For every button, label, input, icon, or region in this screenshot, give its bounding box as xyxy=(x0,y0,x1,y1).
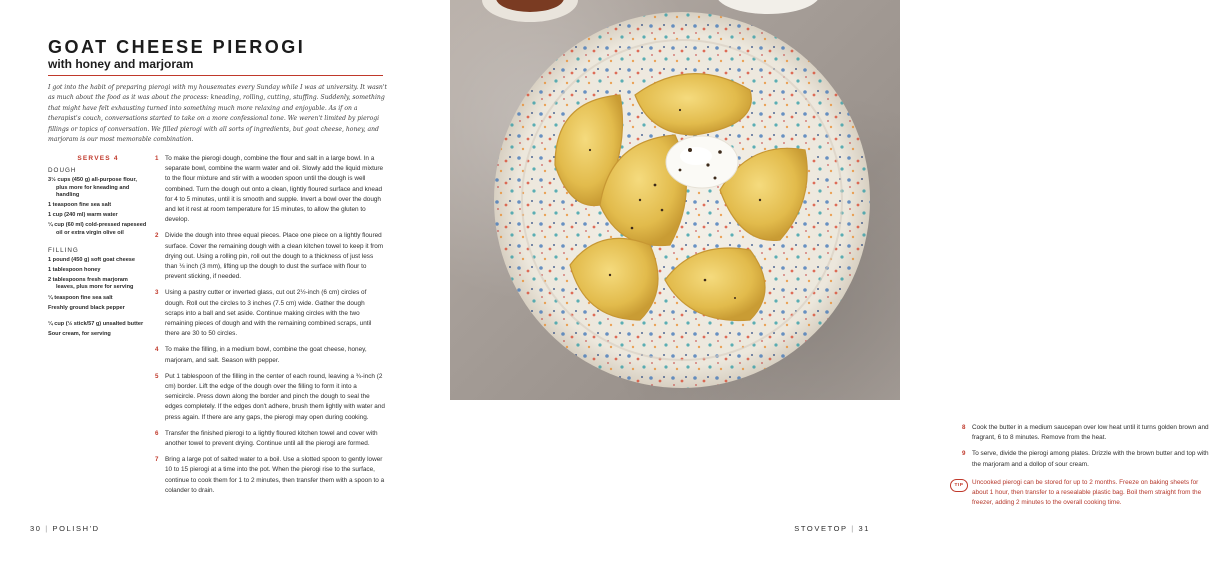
step-number: 8 xyxy=(962,424,966,431)
step-text: To make the pierogi dough, combine the flour and salt in a large bowl. In a separate bowl, combine the warm water and oil. Slowly add the liquid mixture to the flour mixture and stir with a wooden spoon until the dough is well combined. Turn the dough out onto a clean, lightly floured surface and knead for 4 to 5 minutes, until it is smooth and supple. Invert a bowl over the dough and let it rest at room temperature for 15 minutes, to allow the gluten to develop. xyxy=(165,155,384,224)
recipe-title: GOAT CHEESE PIEROGI xyxy=(48,37,306,57)
step-number: 1 xyxy=(155,155,159,162)
step-number: 4 xyxy=(155,346,159,354)
step-text: Bring a large pot of salted water to a boil. Use a slotted spoon to gently lower 10 to 15 pierogi at a time into the pot. When the pierogi rise to the surface, continue to cook them for 1 to 2 minutes, then transfer them with a spoon to a colander to drain. xyxy=(165,456,385,494)
step-number: 2 xyxy=(155,232,159,240)
step-text: To serve, divide the pierogi among plates. Drizzle with the brown butter and top with the marjoram and a dollop of sour cream. xyxy=(972,450,1209,468)
filling-heading: FILLING xyxy=(48,246,79,254)
step-number: 5 xyxy=(155,372,159,380)
method-step xyxy=(155,154,385,225)
ingredient-item: Sour cream, for serving xyxy=(48,331,111,338)
method-step xyxy=(155,345,385,365)
tip-badge: TIP xyxy=(950,479,968,492)
ingredient-item: Freshly ground black pepper xyxy=(48,304,125,311)
ingredient-item: 2 tablespoons fresh marjoram leaves, plus more for serving xyxy=(48,276,134,291)
step-text: Using a pastry cutter or inverted glass, cut out 2½-inch (6 cm) circles of dough. Roll out the circles to 3 inches (7.5 cm) wide. Gather the dough scraps into a ball and set aside. Continue making circles with the two remaining pieces of dough and with the remaining combined scraps, until there are 30 to 50 circles. xyxy=(165,289,372,338)
recipe-subtitle: with honey and marjoram xyxy=(48,57,194,71)
pierogi-plate-illustration xyxy=(450,0,900,400)
dough-heading: DOUGH xyxy=(48,167,77,174)
ingredient-item: ¼ teaspoon fine sea salt xyxy=(48,294,113,301)
ingredient-item: 1 cup (240 ml) warm water xyxy=(48,212,118,219)
serves-label: SERVES 4 xyxy=(77,155,119,162)
left-page-footer xyxy=(30,524,100,533)
page-number: 31 xyxy=(858,524,870,533)
recipe-intro: I got into the habit of preparing pierogi with my housemates every Sunday while I was at university. It wasn't as much about the food as it was about the process: kneading, rolling, cutting, stuffing. Suddenly, something that might have felt exhausting turned into something much more relaxing and enjoyable. As if on a therapist's couch, conversations started to take on a more confessional tone. We weren't limited by pierogi fillings or topics of conversation. We filled pierogi with all sorts of ingredients, but goat cheese, honey, and marjoram is our most memorable combination. xyxy=(48,84,387,144)
sour-cream-highlight xyxy=(680,147,712,165)
method-step xyxy=(962,423,1212,443)
book-title: POLISH'D xyxy=(52,524,100,533)
serving-ingredient-list xyxy=(48,321,148,339)
method-step xyxy=(155,429,385,449)
method-step xyxy=(155,231,385,282)
chapter-title: STOVETOP xyxy=(794,524,848,533)
dough-ingredient-list xyxy=(48,177,148,238)
footer-separator: | xyxy=(851,524,855,533)
step-text: Cook the butter in a medium saucepan over low heat until it turns golden brown and fragrant, 6 to 8 minutes. Remove from the heat. xyxy=(972,424,1209,442)
ingredient-item: 1 tablespoon honey xyxy=(48,266,101,273)
title-divider xyxy=(48,75,383,76)
step-text: Transfer the finished pierogi to a lightly floured kitchen towel and cover with another towel to prevent drying. Continue until all the pierogi are formed. xyxy=(165,429,378,448)
ingredients-column xyxy=(48,155,148,348)
left-page xyxy=(0,0,450,563)
step-text: To make the filling, in a medium bowl, combine the goat cheese, honey, marjoram, and salt. Season with pepper. xyxy=(165,346,367,364)
step-text: Divide the dough into three equal pieces. Place one piece on a lightly floured surface. Cover the remaining dough with a clean kitchen towel to keep it from drying out. Using a rolling pin, roll out the dough to a thickness of just less than ⅛ inch (3 mm), lifting up the dough to dust the surface with flour to prevent sticking, if needed. xyxy=(165,232,384,281)
method-steps-left xyxy=(155,154,385,502)
pierogi-photo xyxy=(450,0,900,400)
ingredient-item: 3½ cups (450 g) all-purpose flour, plus more for kneading and handling xyxy=(48,177,137,199)
right-page-footer xyxy=(794,524,870,533)
step-number: 3 xyxy=(155,289,159,297)
ingredient-item: 1 pound (450 g) soft goat cheese xyxy=(48,256,136,263)
method-step xyxy=(155,288,385,339)
step-text: Put 1 tablespoon of the filling in the center of each round, leaving a ¾-inch (2 cm) border. Lift the edge of the dough over the filling to form it into a semicircle. Press down along the border and pinch the dough to seal the edges completely. If the edges don't adhere, brush them lightly with water and press again. If there are any gaps, the pierogi may open during cooking. xyxy=(165,372,385,421)
step-number: 9 xyxy=(962,450,966,458)
page-number: 30 xyxy=(30,524,42,533)
method-steps-right xyxy=(962,423,1212,476)
step-number: 7 xyxy=(155,456,159,464)
ingredient-item: ¼ cup (60 ml) cold-pressed rapeseed oil or extra virgin olive oil xyxy=(48,222,147,237)
ingredient-item: 1 teaspoon fine sea salt xyxy=(48,202,112,209)
tip-text: Uncooked pierogi can be stored for up to 2 months. Freeze on baking sheets for about 1 hour, then transfer to a resealable plastic bag. Boil them straight from the freezer, adding 2 minutes to the overall cooking time. xyxy=(972,479,1202,507)
footer-separator: | xyxy=(45,524,49,533)
cream-bowl xyxy=(716,0,820,14)
method-step xyxy=(962,449,1212,469)
ingredient-item: ¼ cup (½ stick/57 g) unsalted butter xyxy=(48,321,144,328)
filling-ingredient-list xyxy=(48,257,148,313)
method-step xyxy=(155,372,385,423)
method-step xyxy=(155,455,385,496)
tip-box xyxy=(950,478,1205,509)
step-number: 6 xyxy=(155,429,159,437)
